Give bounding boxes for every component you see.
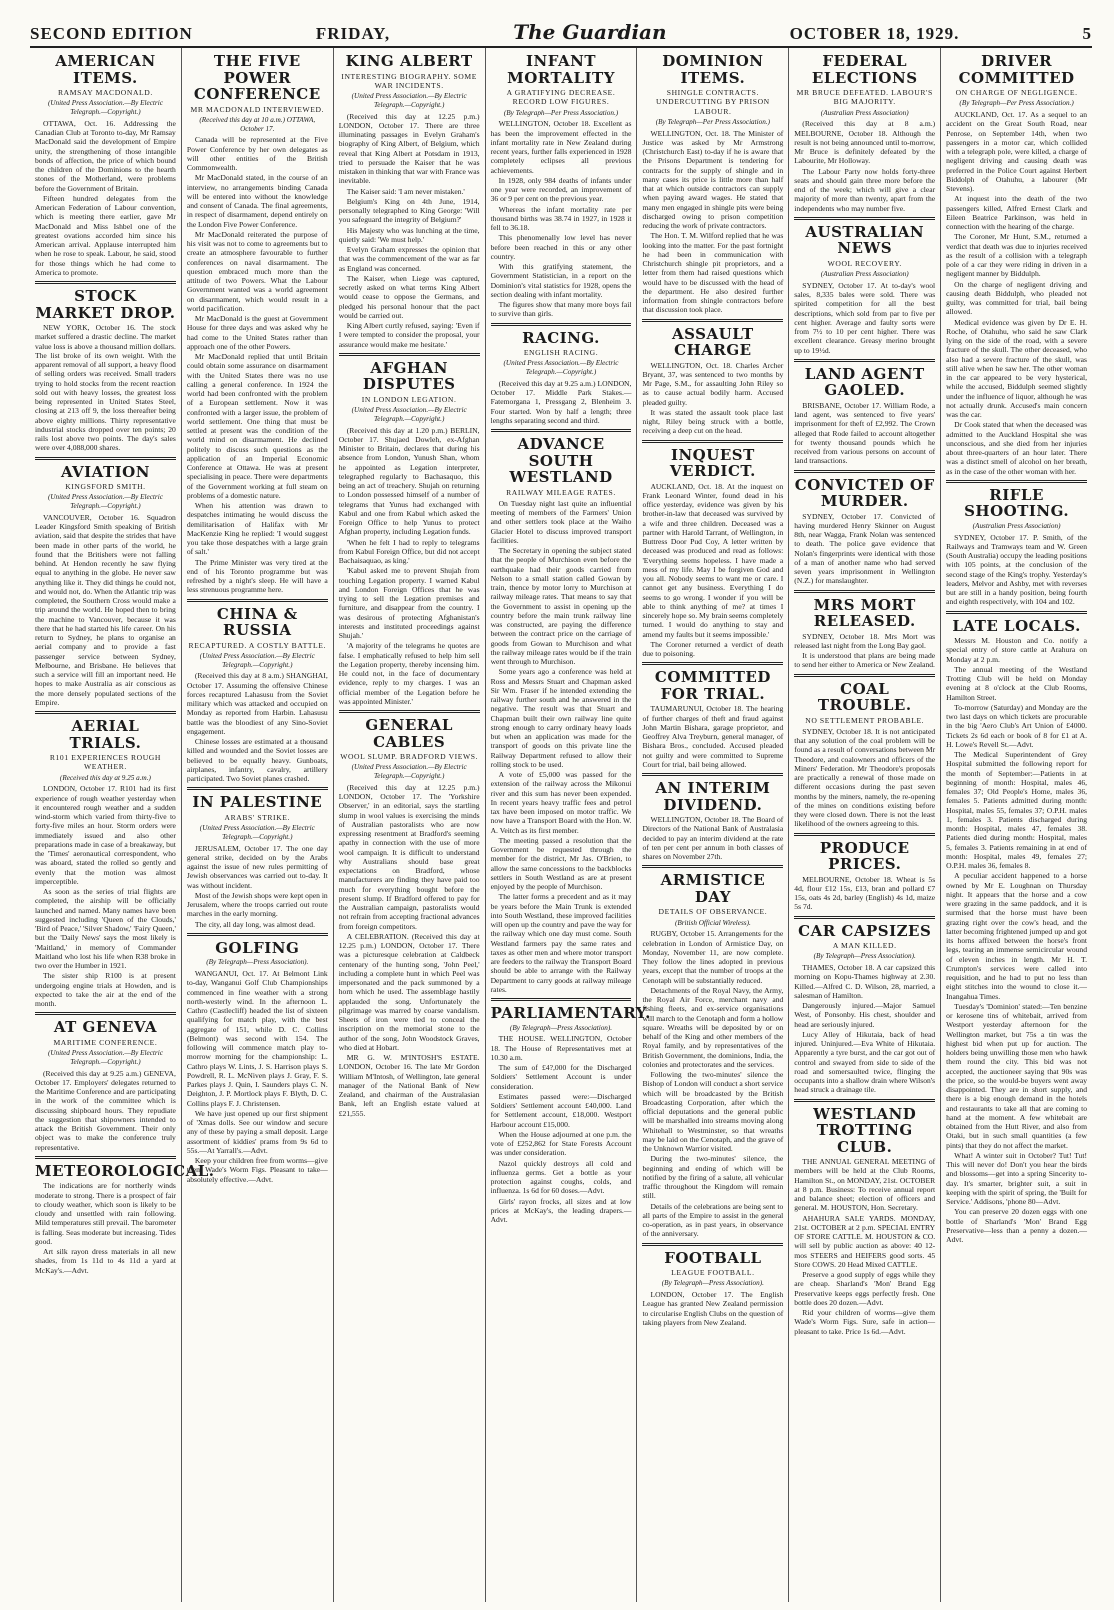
- article-divider: [491, 429, 632, 432]
- article-source-line: (United Press Association.—By Electric Telegraph.—Copyright.): [351, 763, 467, 781]
- article: [794, 674, 935, 829]
- article-headline: RACING.: [522, 328, 600, 347]
- article-paragraph: Mr MacDonald is the guest at Government House for three days and was asked why he had come to the United States rather than approach one of the other Powers.: [186, 314, 328, 351]
- article: [490, 998, 651, 1225]
- article-paragraph: The Kaiser, when Liege was captured, secretly asked on what terms King Albert would cease to oppose the Germans, and pledged his personal honour that the pact would be carried out.: [338, 273, 480, 320]
- article-paragraph: Chinese losses are estimated at a thousand killed and wounded and the Soviet losses are believed to be equally heavy. Gunboats, airplanes, infantry, cavalry, artillery participated. Two Soviet planes crashed.: [186, 737, 328, 784]
- article: [794, 1099, 935, 1336]
- article-paragraph: You can preserve 20 dozen eggs with one bottle of Sharland's 'Mon' Brand Egg Preservative—less than a penny a dozen.—Advt.: [946, 1207, 1088, 1245]
- article-source-line: (United Press Association.—By Electric Telegraph.—Copyright.): [199, 651, 315, 669]
- article-divider: [35, 1012, 176, 1015]
- article-paragraph: Details of the celebrations are being sent to all parts of the Empire to assist in the general co-operation, as in past years, in observance of the anniversary.: [642, 1201, 784, 1239]
- article-paragraph: The figures show that many more boys fail to survive than girls.: [490, 300, 632, 319]
- article-subheading: WOOL SLUMP. BRADFORD VIEWS.: [340, 752, 479, 762]
- article-paragraph: Mr MacDonald reiterated the purpose of his visit was not to come to agreements but to create an atmosphere favourable to further conferences on naval disarmament. The question embraced much more than the attitude of two Powers. What the Labour Government wanted was a world agreement on disarmament, which would result in a world pacification.: [186, 229, 328, 313]
- article-paragraph: THAMES, October 18. A car capsized this morning on Kopu-Thames highway at 2.30. Killed.—Alfred C. D. Wilson, 28, married, a salesman of Hamilton.: [794, 963, 936, 1000]
- article-headline: AN INTERIM DIVIDEND.: [655, 779, 771, 814]
- article-paragraph: A CELEBRATION. (Received this day at 12.25 p.m.) LONDON, October 17. There was a picturesque celebration at Caldbeck centenary of the hunting song, 'John Peel,' including a complete hunt in which Peel was impersonated and the pack summoned by a horn which he used. The assemblage hastily applauded the song. Unfortunately the pilgrimage was marred by coarse vandalism. Sheets of iron were tied to conceal the inscription on the memorial stone to the author of the song, John Woodstock Graves, who died at Hobart.: [338, 931, 480, 1052]
- column-1: [30, 48, 215, 1602]
- article-paragraph: Dr Cook stated that when the deceased was admitted to the Auckland Hospital she was unconscious, and she died from her injuries about three-quarters of an hour later. There was a distinct smell of alcohol on her breath, as in the case of the other woman with her.: [946, 420, 1088, 476]
- article-paragraph: Some years ago a conference was held at Ross and Messrs Stuart and Chapman asked Sir Wm. Fraser if he intended extending the railway further south and he answered in the negative. The result was that Stuart and Chapman built their own railway line quite strong enough to carry ordinary heavy loads but when an application was made for the transport of goods on this private line the Railway Department refused to allow their rolling stock to be used.: [490, 667, 632, 769]
- article-subheading: MARITIME CONFERENCE.: [53, 1037, 158, 1047]
- article: [794, 590, 935, 670]
- article-paragraph: Evelyn Graham expresses the opinion that that was the commencement of the war as far as England was concerned.: [338, 245, 480, 273]
- article-paragraph: AHAHURA SALE YARDS. MONDAY, 21st. OCTOBER at 2 p.m. SPECIAL ENTRY OF STORE CATTLE. M. HOUSTON & CO. will sell by public auction as above: 40 12-mos STEERS and HEIFERS good sorts. 45 Store COWS. 20 Head Mixed CATTLE.: [794, 1213, 936, 1269]
- article-headline: MRS MORT RELEASED.: [813, 595, 916, 631]
- article: [35, 457, 176, 708]
- article-paragraph: The Secretary in opening the subject stated that the people of Murchison even before the earthquake had their goods carried from Nelson to a small station called Gowan by train, thence by motor lorry to Murchison at railway mileage rates. That means to say that the Government to assist in opening up the country before the main trunk railway line was constructed, are paying the difference between the contract price on the carriage of goods from Gowan to Murchison and what the railway mileage rates would be if the train went through to Murchison.: [490, 546, 632, 667]
- article-headline: INQUEST VERDICT.: [669, 445, 756, 481]
- article-paragraph: Preserve a good supply of eggs while they are cheap. Sharland's 'Mon' Brand Egg Preservative keeps eggs perfectly fresh. One bottle does 20 dozen.—Advt.: [794, 1270, 936, 1307]
- article-divider: [187, 933, 328, 936]
- article-paragraph: The Prime Minister was very tired at the end of his Toronto programme but was refreshed by a night's sleep. He will have a less strenuous programme here.: [186, 557, 328, 595]
- article: [339, 710, 480, 1118]
- article-paragraph: To-morrow (Saturday) and Monday are the two last days on which tickets are procurable in the big 'Aero Club's Art Union of £4000. Tickets 2s 6d each or book of 8 for £1 at A. H. Lowe's Revell St.—Advt.: [946, 702, 1088, 749]
- article-paragraph: LONDON, October 17. R101 had its first experience of rough weather yesterday when it encountered rough weather and a sudden wind-storm which varied from thirty-five to forty-five miles an hour. Storm orders were immediately issued and also other preparations made in case of a breakaway, but the 'Times' aeronautical correspondent, who was aboard, stated the rolled so gently and evenly that the motion was almost imperceptible.: [35, 784, 176, 886]
- article: [35, 53, 176, 277]
- article-paragraph: SYDNEY, October 17. At to-day's wool sales, 8,335 bales were sold. There was spirited competition for all the best descriptions, which sold from par to five per cent higher. Average and faulty sorts were from 7½ to 10 per cent higher. There was excellent clearance. Greasy merino brought up to 19½d.: [794, 280, 936, 355]
- page-number: 5: [1082, 24, 1092, 43]
- article-subheading: WOOL RECOVERY.: [827, 258, 902, 268]
- article-subheading: R101 EXPERIENCES ROUGH WEATHER.: [49, 753, 161, 772]
- article-source-line: (Australian Press Association): [820, 108, 909, 117]
- article-paragraph: In 1928, only 984 deaths of infants under one year were recorded, an improvement of 36 or 9 per cent on the previous year.: [490, 175, 632, 204]
- article-headline: GOLFING: [215, 938, 300, 957]
- article-divider: [35, 281, 176, 284]
- article-paragraph: A vote of £5,000 was passed for the extension of the railway across the Mikonui river and this sum has never been expended. In recent years heavy traffic fees and petrol tax have been imposed on motor traffic. We now have a Transport Board with the Hon. W. A. Veitch as its first member.: [490, 770, 632, 835]
- article-headline: AERIAL TRIALS.: [69, 717, 142, 752]
- article: [187, 933, 328, 1184]
- article-paragraph: (Received this day at 9.25 a.m.) LONDON, October 17. Middle Park Stakes.—Fatemorgana 1, Pressgang 2, Blenheim 3. Four started. Won by half a length; three lengths separating second and third.: [490, 378, 632, 425]
- article-paragraph: Girls' rayon frocks, all sizes and at low prices at McKay's, the leading drapers.—Advt.: [490, 1196, 632, 1225]
- article-headline: INFANT MORTALITY: [507, 52, 615, 87]
- article-divider: [187, 599, 328, 602]
- article-headline: GENERAL CABLES: [365, 716, 453, 751]
- article-headline: LAND AGENT GAOLED.: [804, 364, 925, 400]
- article-paragraph: MR G. W. M'INTOSH'S ESTATE. LONDON, October 16. The late Mr Gordon William M'Intosh, of Wellington, late general manager of the National Bank of New Zealand, and chairman of the Australasian Bank, left an English estate valued at £21,555.: [338, 1053, 480, 1118]
- article-divider: [339, 710, 480, 713]
- article-paragraph: The Labour Party now holds forty-three seats and should gain three more before the end of the week; which will give a clear majority of more than twenty, apart from the independents who may number five.: [794, 166, 936, 213]
- article-headline: CHINA & RUSSIA: [216, 604, 298, 640]
- article-subheading: RECAPTURED. A COSTLY BATTLE.: [188, 640, 327, 650]
- article: [642, 440, 783, 659]
- article-headline: COAL TROUBLE.: [817, 679, 912, 715]
- article-headline: STOCK MARKET DROP.: [35, 287, 176, 322]
- article-paragraph: The sister ship R100 is at present undergoing engine trials at Howden, and is expected to take the air at the end of the month.: [35, 971, 176, 1009]
- article-subheading: ENGLISH RACING.: [523, 348, 599, 358]
- article-divider: [642, 773, 783, 776]
- article-headline: THE FIVE POWER CONFERENCE: [193, 52, 321, 103]
- article-paragraph: OTTAWA, Oct. 16. Addressing the Canadian Club at Toronto to-day, Mr Ramsay MacDonald said the development of Empire unity, the strengthening of those intangible bonds of affection, the price of which bound the children of the Dominions to the hearth stones of the Motherland, were problems before the Government of Britain.: [35, 118, 176, 193]
- article-paragraph: (Received this day at 12.25 p.m.) LONDON, October 17. There are three illuminating passages in Evelyn Graham's biography of King Albert, of Belgium, which reveal that King Albert at Potsdam in 1913, tried to persuade the Kaiser that he was mistaken in thinking that war with France was inevitable.: [338, 111, 480, 186]
- issue-date: OCTOBER 18, 1929.: [789, 24, 960, 43]
- column-4: [486, 48, 651, 1602]
- article-subheading: ARABS' STRIKE.: [224, 812, 291, 822]
- article-headline: DRIVER COMMITTED: [958, 52, 1075, 87]
- article-paragraph: The latter forms a precedent and as it may be years before the Main Trunk is extended into South Westland, these improved facilities will open up the country and pave the way for the railway which one day must come. South Westland farmers pay the same rates and taxes as other men and where motor transport are feeders to the railway the Transport Board should be able to arrange with the Railway Department to carry goods at railway mileage rates.: [490, 892, 632, 994]
- article: [339, 353, 480, 706]
- article-paragraph: The Kaiser said: 'I am never mistaken.': [346, 186, 465, 196]
- article-paragraph: It is understood that plans are being made to send her either to America or New Zealand.: [794, 651, 936, 670]
- article-paragraph: Following the two-minutes' silence the Bishop of London will conduct a short service which will be broadcasted by the British Broadcasting Corporation, after which the official deputations and the general public will be marshalled into streams moving along Whitehall to Westminster, so that wreaths may be laid on the Cenotaph, and the grave of the Unknown Warrior visited.: [642, 1070, 784, 1154]
- column-5: [637, 48, 789, 1602]
- article-source-line: (United Press Association.—By Electric Telegraph.—Copyright.): [351, 92, 467, 109]
- article-subheading: SHINGLE CONTRACTS. UNDERCUTTING BY PRISON LABOUR.: [655, 88, 770, 116]
- article: [187, 53, 328, 595]
- article-paragraph: WELLINGTON, October 18. The Board of Directors of the National Bank of Australasia decided to pay an interim dividend at the rate of ten per cent per annum in both classes of shares on November 27th.: [642, 815, 784, 862]
- column-2: [182, 48, 334, 1602]
- article-paragraph: On Tuesday night last quite an influential meeting of members of the Farmers' Union and other settlers took place at the Waiho Glacier Hotel to discuss improved transport facilities.: [490, 498, 632, 545]
- article-paragraph: LONDON, October 17. The English League has granted New Zealand permission to circularise English Clubs on the question of taking players from New Zealand.: [642, 1290, 784, 1327]
- article-headline: PRODUCE PRICES.: [819, 838, 910, 874]
- article-divider: [794, 916, 935, 919]
- article-subheading: RAMSAY MACDONALD.: [57, 88, 153, 97]
- article-paragraph: (Received this day at 8 a.m.) SHANGHAI, October 17. Assuming the offensive Chinese forces recaptured Lahasusu from the Soviet military which was attacked and occupied on Monday as reported from Harbin. Lahasusu battle was the bloodiest of any Sino-Soviet engagement.: [186, 671, 328, 736]
- article-source-line: (Received this day at 9.25 a.m.): [59, 773, 151, 782]
- article-subheading: LEAGUE FOOTBALL.: [671, 1268, 755, 1278]
- day-label: FRIDAY,: [315, 24, 391, 43]
- article: [794, 470, 935, 586]
- article: [642, 773, 783, 861]
- article-paragraph: The Hon. T. M. Wilford replied that he was looking into the matter. For the past fortnight he had been in communication with Christchurch shingle pit proprietors, and a letter from them had raised questions which would have to be discussed with the head of the department. He also desired further information from shingle contractors before that discussion took place.: [642, 231, 784, 315]
- article-paragraph: When his attention was drawn to despatches intimating he would discuss the demilitarisation of Halifax with Mr MacKenzie King he replied: 'I would suggest you take those despatches with a large grain of salt.': [186, 501, 328, 557]
- article-paragraph: Tuesday's 'Dominion' stated:—Ten benzine or kerosene tins of whitebait, arrived from Westport yesterday afternoon for the Wellington market, but 75s a tin was the highest bid when put up for auction. The holders being unwilling those men who hawk them round the city. This bid was not accepted, the auctioneer saying that 90s was the price, so the would-be buyers went away disappointed. They are in short supply, and there is a big enough demand in the hotels and restaurants to take all that are coming to hand at the moment. A few whitebait are obtained from the Hutt River, and also from Otaki, but in such small quantities (a few pints) that they do not affect the market.: [946, 1001, 1088, 1150]
- article-headline: AUSTRALIAN NEWS: [805, 222, 925, 258]
- article-paragraph: Detachments of the Royal Navy, the Army, the Royal Air Force, merchant navy and fishing fleets, and ex-service organisations will march to the Cenotaph and form a hollow square. Wreaths will be deposited by or on behalf of the King and other members of the Royal family, and by representatives of the British Government, the dominions, India, the colonies and protectorates and the services.: [642, 985, 784, 1069]
- article-headline: WESTLAND TROTTING CLUB.: [813, 1104, 917, 1156]
- article-divider: [794, 833, 935, 836]
- article-source-line: (By Telegraph—Press Association).: [509, 1023, 613, 1032]
- article-paragraph: WELLINGTON, Oct. 18. Charles Archer Bryant, 37, was sentenced to two months by Mr Page, S.M., for assaulting John Riley so as to cause actual bodily harm. Accused pleaded guilty.: [642, 360, 784, 407]
- article-subheading: NO SETTLEMENT PROBABLE.: [805, 715, 925, 725]
- article-headline: CAR CAPSIZES: [798, 921, 932, 940]
- article-subheading: MR BRUCE DEFEATED. LABOUR'S BIG MAJORITY.: [796, 88, 933, 107]
- article: [946, 611, 1087, 1245]
- article-source-line: (United Press Association.—By Electric Telegraph.—Copyright.): [47, 1049, 163, 1066]
- article-paragraph: (Received this day at 1.20 p.m.) BERLIN, October 17. Shujaed Dowleh, ex-Afghan Minister to Britain, declares that during his absence from London, Yunush Shan, whom he appointed as Legation interpreter, telegraphed regularly to Bachasaquo, this being an act of treachery. Shujah on returning to London possessed himself of a number of telegrams that Yunus had exchanged with Kabul and one from Kabul which asked the Foreign Office to help Yunus to protect Afghan property, including Legation funds.: [338, 425, 480, 537]
- paper-title: The Guardian: [513, 20, 667, 44]
- article-paragraph: Nazol quickly destroys all cold and influenza germs. Get a bottle as your protection against coughs, colds, and influenza. 1s 6d for 60 doses.—Advt.: [490, 1158, 632, 1196]
- article-paragraph: AUCKLAND, Oct. 18. At the inquest on Frank Leonard Winter, found dead in his office yesterday, evidence was given by his brother-in-law that deceased was survived by a wife and three children. Deceased was a partner with Harold Tarrant, of Wellington, in Buttress Door Pud Coy, A letter written by deceased was produced and read as follows: 'Everything seems hopeless. I have made a mess of my life. May I be forgiven God and you all. Nobody seems to want me or care. I cannot get any business. Everything I do seems to go wrong. I wonder if you will be able to think anything of me? at times I sincerely hope so. My brain seems completely turned. I would do anything to stay and amend my faults but it seems impossible.': [642, 481, 784, 639]
- article: [339, 53, 480, 349]
- article-source-line: (United Press Association.—By Electric Telegraph.—Copyright.): [351, 406, 467, 423]
- article-paragraph: His Majesty who was lunching at the time, quietly said: 'We must help.': [338, 225, 480, 244]
- article-paragraph: The city, all day long, was almost dead.: [194, 919, 315, 929]
- article-paragraph: At inquest into the death of the two passengers killed, Alfred Ernest Clark and Eileen Beatrice Parkinson, was held in connection with the hearing of the charge.: [946, 194, 1088, 232]
- article-headline: IN PALESTINE: [192, 793, 323, 812]
- article-subheading: KINGSFORD SMITH.: [65, 482, 146, 492]
- article: [491, 53, 632, 319]
- article: [946, 53, 1087, 476]
- article-divider: [946, 611, 1087, 614]
- article-divider: [794, 470, 935, 473]
- article-headline: AMERICAN ITEMS.: [55, 52, 156, 87]
- article-divider: [794, 359, 935, 362]
- article-headline: FOOTBALL: [664, 1248, 762, 1267]
- article: [642, 1243, 783, 1328]
- article-paragraph: JERUSALEM, October 17. The one day general strike, decided on by the Arabs against the issue of new rules permitting of Jewish observances was carried out to-day. It was without incident.: [186, 843, 328, 890]
- article-headline: PARLIAMENTARY.: [490, 1004, 651, 1023]
- article-paragraph: Dangerously injured.—Major Samuel West, of Ponsonby. His chest, shoulder and head are seriously injured.: [794, 1001, 936, 1029]
- article-paragraph: Medical evidence was given by Dr E. H. Roche, of Otahuhu, who said he saw Clark lying on the side of the road, with a severe fracture of the skull. The other deceased, who also had a severe fracture of the skull, was still alive when he saw her. The other woman in the car appeared to be very hysterical, while the accused, Biddulph seemed slightly under the influence of liquor, although he was not actually drunk. Accused's main concern was the car.: [946, 317, 1088, 420]
- article-paragraph: (Received this day at 8 a.m.) MELBOURNE, October 18. Although the result is not being announced until to-morrow, Mr Bruce is definitely defeated by the Labourite, Mr Holloway.: [794, 119, 936, 166]
- article-paragraph: During the two-minutes' silence, the beginning and ending of which will be notified by the firing of a salute, all vehicular traffic throughout the Kingdom will remain still.: [642, 1154, 784, 1201]
- article-paragraph: THE HOUSE. WELLINGTON, October 18. The House of Representatives met at 10.30 a.m.: [490, 1034, 632, 1062]
- article-paragraph: MELBOURNE, October 18. Wheat is 5s 4d, flour £12 15s, £13, bran and pollard £7 15s, oats 4s 2d, barley (English) 4s 1d, maize 5s 7d.: [794, 874, 936, 912]
- column-container: [30, 48, 1092, 1602]
- article-paragraph: NEW YORK, October 16. The stock market suffered a drastic decline. The market value loss is above a thousand million dollars. The list broke of its own weight. With the apparent removal of all support, a heavy flood of selling orders was received. Small traders trying to hold stocks from the recent reaction sold out with heavy losses, the greatest loss being represented in United States Steel, closing at 213 off 9, the loss thereafter being above eighty millions. Thirty representative industrial stocks dropped over ten points; 20 rails lost above two points. The day's sales were over 4,088,000 shares.: [35, 323, 176, 453]
- article-paragraph: (Received this day at 9.25 a.m.) GENEVA, October 17. Employers' delegates returned to the Maritime Conference and are participating in the work of the committee which is discussing shipboard hours. They repudiate the suggestion that shipowners intended to attack the British Government. Their only object was to make the conference truly representative.: [35, 1068, 176, 1152]
- article-paragraph: Mr MacDonald stated, in the course of an interview, no arrangements binding Canada will be entered into without the knowledge and consent of Canada. The final agreements, in respect of disarmament, depend entirely on the London Five Power Conference.: [186, 173, 328, 229]
- article-paragraph: It was stated the assault took place last night, Riley being struck with a bottle, receiving a deep cut on the head.: [642, 407, 784, 436]
- article-paragraph: TAUMARUNUI, October 18. The hearing of further charges of theft and fraud against John Martin Bishara, garage proprietor, and Geoffrey Alva Treyburn, general manager, of Bishara Bros., concluded. Accused pleaded not guilty and were committed to Supreme Court for trial, bail being allowed.: [642, 704, 784, 769]
- article-divider: [794, 217, 935, 220]
- article-source-line: (By Telegraph—Press Association).: [661, 1279, 764, 1288]
- article-paragraph: Canada will be represented at the Five Power Conference by her own delegates as will other entities of the British Commonwealth.: [186, 135, 328, 173]
- article-headline: AVIATION: [60, 462, 150, 481]
- article-subheading: DETAILS OF OBSERVANCE.: [658, 907, 768, 917]
- article: [35, 1156, 215, 1275]
- article-source-line: (United Press Association.—By Electric Telegraph.—Copyright.): [199, 824, 315, 841]
- article-source-line: (By Telegraph—Per Press Association.): [503, 108, 619, 117]
- article-headline: CONVICTED OF MURDER.: [794, 475, 935, 511]
- article-source-line: (United Press Association.—By Electric Telegraph.—Copyright.): [47, 99, 163, 117]
- article-source-line: (United Press Association.—By Electric Telegraph.—Copyright.): [503, 359, 619, 377]
- article-headline: ADVANCE SOUTH WESTLAND: [509, 435, 613, 487]
- article-divider: [35, 457, 176, 460]
- article: [35, 1012, 176, 1152]
- article-subheading: IN LONDON LEGATION.: [361, 394, 457, 404]
- article-headline: RIFLE SHOOTING.: [964, 485, 1070, 521]
- article-paragraph: 'A majority of the telegrams he quotes are false. I emphatically refused to help him sell the Legation property, thereby incensing him. He could not, in the face of documentary evidence, reply to my charges. I was an official member of the Legation before he was appointed Minister.': [338, 641, 480, 706]
- article-divider: [794, 1099, 935, 1102]
- article: [491, 429, 632, 994]
- article: [642, 319, 783, 436]
- article: [35, 281, 176, 453]
- article-paragraph: The sum of £4?,000 for the Discharged Soldiers' Settlement Account is under consideration.: [490, 1063, 632, 1091]
- article-source-line: (Received this day at 10 a.m.) OTTAWA, October 17.: [199, 115, 316, 133]
- article-paragraph: WELLINGTON, Oct. 18. The Minister of Justice was asked by Mr Armstrong (Christchurch East) to-day if he is aware that the Prisons Department is tendering for contracts for the supply of shingle and in many cases its price is little more than half that at which outside contractors can supply when paying award wages. He stated that many men engaged in shingle pits were being discharged owing to prison competition reducing the work of private contractors.: [642, 128, 784, 231]
- article-source-line: (Australian Press Association): [820, 270, 909, 279]
- column-6: [789, 48, 941, 1602]
- article-paragraph: SYDNEY, October 18. It is not anticipated that any solution of the coal problem will be found as a result of conversations between Mr Theodore, and coalowners and officers of the Miners' Federation. Mr Theodore's proposals are practically a renewal of those made on different occasions during the past seven months by the miners, namely, the re-opening of the mines on conditions existing before they were closed down. There is not the least likelihood of the owners agreeing to this.: [794, 726, 936, 829]
- article-paragraph: (Received this day at 12.25 p.m.) LONDON, October 17. The 'Yorkshire Observer,' in an editorial, says the startling slump in wool values is exercising the minds of Australian pastoralists who are now expressing resentment at Bradford's seeming apathy in connection with the use of more wool campaign. It is difficult to understand why Australians should base great expectations on Bradford, whose manufacturers are finding they have paid too much for everything bought before the present slump. If Bradford offered to pay for the Australian campaign, pastoralists would not refrain from accepting fractional advances from foreign competitors.: [338, 782, 480, 931]
- article-paragraph: We have just opened up our first shipment of 'Xmas dolls. See our window and secure any of these by paying a small deposit. Large assortment of kiddies' prams from 9s 6d to 55s.—At Yarrall's.—Advt.: [186, 1108, 328, 1155]
- article-paragraph: Belgium's King on 4th June, 1914, personally telegraphed to King George: 'Will you safeguard the integrity of Belgium?': [338, 196, 480, 225]
- article-headline: FEDERAL ELECTIONS: [811, 52, 918, 87]
- article-paragraph: SYDNEY, October 17. P. Smith, of the Railways and Tramways team and W. Green (South Australia) occupy the leading positions with 105 points, at the conclusion of the second stage of the King's trophy. Yesterday's leaders, Melvor and Ashby, met with reverses but are still in a handy position, being fourth and eighth respectively, with 104 and 102.: [946, 532, 1088, 607]
- article-paragraph: What! A winter suit in October? Tut! Tut! This will never do! Don't you hear the birds and blossoms—get into a spring Sincerity to-day. It's smarter, brighter suit, a suit in keeping with the spirit of spring, the 'Built for Service.' Addisons, 'phone 80—Advt.: [946, 1150, 1088, 1207]
- article-subheading: RAILWAY MILEAGE RATES.: [506, 487, 616, 497]
- article-paragraph: Estimates passed were:—Discharged Soldiers' Settlement account £40,000. Land for Settlement account, £18,000. Westport Harbour account £15,000.: [490, 1091, 632, 1129]
- article-headline: DOMINION ITEMS.: [662, 52, 764, 87]
- article-divider: [491, 998, 632, 1001]
- article-headline: AT GENEVA: [53, 1018, 158, 1037]
- article-paragraph: VANCOUVER, October 16. Squadron Leader Kingsford Smith speaking of British aviation, said that despite the strides that have been made in other parts of the world, he found that the Britishers were not falling behind. At Hendon recently he saw flying equal to anything in the globe. He never saw anything like it. They did things he could not, and would not, do. When the Atlantic trip was completed, the Southern Cross would make a trip around the world. He hoped then to bring the machine to Vancouver, because it was there that he had started his life career. On his return to Sydney, he plans to organise an aerial company and to provide a fast passenger service between Sydney, Melbourne, and Brisbane. He believes that such a service will fill an important need. He hopes to make Australia as air conscious as the more densely populated sections of the Empire.: [35, 512, 176, 707]
- article: [794, 916, 935, 1095]
- article-headline: METEOROLOGICAL.: [35, 1161, 215, 1180]
- article-paragraph: As soon as the series of trial flights are completed, the airship will be officially launched and named. Many names have been suggested including 'Queen of the Clouds,' 'Bird of Peace,' 'Silver Shadow,' 'Fairy Queen,' but the 'Daily News' says the most likely is 'Maitland,' in memory of Commander Maitland who lost his life when R38 broke in two over the Humber in 1921.: [35, 887, 176, 971]
- article-divider: [642, 662, 783, 665]
- article-headline: ASSAULT CHARGE: [672, 324, 754, 360]
- article-paragraph: The meeting passed a resolution that the Government be requested through the member for the district, Mr Jas. O'Brien, to allow the same concessions to the backblocks settlers in South Westland as are at present enjoyed by the people of Murchison.: [490, 835, 632, 892]
- article-paragraph: The Medical Superintendent of Grey Hospital submitted the following report for the month of September:—Patients in at beginning of month: Hospital, males 46, females 37; Old People's Home, males 36, females 5. Patients admitted during month: Hospital, males 55, females 37; O.P.H. males 1, females 3. Patients discharged during month: Hospital, males 47, females 38. Patients died during month: Hospital, males 5, females 3. Patients remaining in at end of month: Hospital, males 49, females 27; O.P.H. males 36, females 8.: [946, 750, 1088, 871]
- article: [35, 711, 176, 1008]
- article-subheading: A GRATIFYING DECREASE. RECORD LOW FIGURES.: [506, 88, 616, 107]
- article: [794, 833, 935, 912]
- article-divider: [946, 480, 1087, 483]
- article-paragraph: Mr MacDonald replied that until Britain could obtain some assurance on disarmament with the United States there was no use calling a general conference. In 1924 the world had been confronted with the problem of a European settlement. Now it was confronted with a larger issue, the problem of world settlement. One thing that must be settled at present was the condition of the world mind on disarmament. He declined politely to discuss such questions as the application of an Imperial Economic Conference at Ottawa. He was at present specialising in peace. There were departments of the Government working at full steam on problems of a domestic nature.: [186, 352, 328, 500]
- article-divider: [642, 440, 783, 443]
- article-headline: ARMISTICE DAY: [660, 871, 766, 906]
- article: [794, 217, 935, 355]
- article-paragraph: Whereas the infant mortality rate per thousand births was 38.74 in 1927, in 1928 it fell to 36.18.: [490, 204, 632, 233]
- article: [187, 599, 328, 784]
- article-subheading: A MAN KILLED.: [832, 941, 897, 951]
- article: [642, 865, 783, 1238]
- masthead: [30, 14, 1092, 48]
- article-paragraph: RUGBY, October 15. Arrangements for the celebration in London of Armistice Day, on Monday, November 11, are now complete. They follow the lines adopted in previous years, except that the number of troops at the Cenotaph will be substantially reduced.: [642, 929, 784, 985]
- article-paragraph: The Coroner returned a verdict of death due to poisoning.: [642, 639, 784, 659]
- article-divider: [642, 1243, 783, 1246]
- article: [794, 359, 935, 466]
- article-source-line: (Australian Press Association): [972, 521, 1061, 530]
- article-headline: AFGHAN DISPUTES: [362, 358, 456, 394]
- article-paragraph: Keep your children free from worms—give them Wade's Worm Figs. Pleasant to take—absolutely effective.—Advt.: [186, 1156, 328, 1184]
- article: [187, 787, 328, 929]
- article-source-line: (By Telegraph—Per Press Association.): [959, 99, 1074, 108]
- article: [794, 53, 935, 213]
- article-paragraph: Most of the Jewish shops were kept open in Jerusalem, where the troops carried out route marches in the early morning.: [186, 890, 328, 919]
- article-divider: [794, 590, 935, 593]
- article-paragraph: Fifteen hundred delegates from the American Federation of Labour convention, which is meeting there earlier, gave Mr MacDonald and Miss Ishbel one of the greatest ovations accorded him since his American arrival. Applause interrupted him when he rose to speak. Labour, he said, stood for those things which he had come to America to promote.: [35, 193, 176, 277]
- article-source-line: (British Official Wireless).: [674, 918, 751, 927]
- article-paragraph: THE ANNUAL GENERAL MEETING of members will be held at the Club Rooms, Hamilton St., on MONDAY, 21st. OCTOBER at 8 p.m. Business: To receive annual report and balance sheet; election of officers and general. M. HOUSTON, Hon. Secretary.: [794, 1157, 936, 1213]
- article-divider: [491, 323, 632, 326]
- article-paragraph: On the charge of negligent driving and causing death Biddulph, who pleaded not guilty, was committed for trial, bail being allowed.: [946, 279, 1088, 317]
- article-divider: [642, 865, 783, 868]
- article-source-line: (United Press Association.—By Electric Telegraph.—Copyright.): [47, 493, 163, 511]
- article-paragraph: Rid your children of worms—give them Wade's Worm Figs. Sure, safe in action—pleasant to take. Price 1s 6d.—Advt.: [794, 1308, 936, 1336]
- article-headline: COMMITTED FOR TRIAL.: [654, 668, 771, 703]
- article-paragraph: When the House adjourned at one p.m. the vote of £252,862 for State Forests Account was under consideration.: [490, 1129, 632, 1158]
- article-paragraph: Messrs M. Houston and Co. notify a special entry of store cattle at Arahura on Monday at 2 p.m.: [946, 636, 1088, 664]
- article-paragraph: The indications are for northerly winds moderate to strong. There is a prospect of fair to cloudy weather, which soon is likely to be cloudy and unsettled with rain following. Mild temperatures still prevail. The barometer is falling. Seas moderate but increasing. Tides good.: [35, 1181, 176, 1246]
- article-subheading: INTERESTING BIOGRAPHY. SOME WAR INCIDENTS.: [341, 71, 477, 90]
- article-paragraph: 'When he felt I had to reply to telegrams from Kabul Foreign Office, but did not accept Bachaisaquao, as king.': [338, 537, 480, 566]
- article-source-line: (By Telegraph—Per Press Association.): [655, 117, 771, 126]
- article-divider: [187, 787, 328, 790]
- edition-label: SECOND EDITION: [30, 24, 193, 43]
- article-paragraph: King Albert curtly refused, saying: 'Even if I were tempted to consider the proposal, your assurance would make me hesitate.': [338, 321, 480, 349]
- article-paragraph: WELLINGTON, October 18. Excellent as has been the improvement effected in the infant mortality rate in New Zealand during recent years, further falls experienced in 1928 completely eclipses all previous achievements.: [490, 119, 632, 175]
- article-headline: LATE LOCALS.: [952, 616, 1081, 635]
- article-divider: [642, 319, 783, 322]
- article-source-line: (By Telegraph—Press Association).: [813, 952, 916, 961]
- article-divider: [339, 353, 480, 356]
- article-subheading: ON CHARGE OF NEGLIGENCE.: [955, 88, 1078, 97]
- article-source-line: (By Telegraph—Press Association).: [206, 958, 309, 967]
- column-3: [334, 48, 486, 1602]
- article: [642, 53, 783, 315]
- article-paragraph: Lucy Alley of Hikutaia, back of head injured. Uninjured.—Eva White of Hikutaia. Apparently a tyre burst, and the car got out of control and swayed from side to side of the road and somersaulted twice, flinging the occupants into a shallow drain where Wilson's head struck a drainage tile.: [794, 1029, 936, 1095]
- article-paragraph: The annual meeting of the Westland Trotting Club will be held on Monday evening at 8 o'clock at the Club Rooms, Hamilton Street.: [946, 664, 1088, 702]
- article-paragraph: AUCKLAND, Oct. 17. As a sequel to an accident on the Great South Road, near Penrose, on September 14th, when two passengers in a motor car, which collided with a telegraph pole, were killed, a charge of negligent driving and causing death was preferred in the Police Court against Herbert Biddolph of Otahuhu, a labourer (Mr Stevens).: [946, 110, 1088, 194]
- article-paragraph: With this gratifying statement, the Government Statistician, in a report on the Dominion's vital statistics for 1928, opens the section dealing with infant mortality.: [490, 262, 632, 299]
- article-divider: [35, 1156, 176, 1159]
- article-headline: KING ALBERT: [345, 52, 473, 70]
- article-paragraph: SYDNEY, October 17. Convicted of having murdered Henry Skinner on August 8th, near Wagga, Frank Nolan was sentenced to death. The police gave evidence that Nolan's fingerprints were identical with those of a man of another name who had served seven years imprisonment in Wellington (N.Z.) for manslaughter.: [794, 511, 936, 586]
- article: [642, 662, 783, 769]
- article: [491, 323, 632, 426]
- article-paragraph: The Coroner, Mr Hunt, S.M., returned a verdict that death was due to injuries received as the result of a collision with a telegraph pole of a car they were riding in driven in a negligent manner by Biddulph.: [946, 232, 1088, 279]
- article-paragraph: Art silk rayon dress materials in all new shades, from 1s 11d to 4s 11d a yard at McKay's.—Advt.: [35, 1247, 176, 1275]
- article-divider: [35, 711, 176, 714]
- article-subheading: MR MACDONALD INTERVIEWED.: [190, 104, 325, 114]
- column-7: [941, 48, 1092, 1602]
- article-paragraph: SYDNEY, October 18. Mrs Mort was released last night from the Long Bay gaol.: [794, 631, 936, 650]
- article-paragraph: A peculiar accident happened to a horse owned by Mr E. Loughnan on Thursday night. It appears that the horse and a cow were grazing in the same paddock, and it is surmised that the horse must have been grazing right over the cow's head, and the latter becoming frightened jumped up and got its horns affixed between the horse's front legs, tearing an immense semicircular wound of eleven inches in length. Mr H. T. Crumpton's services were called into requisition, and he had to put no less than eight stitches into the wound to close it.—Inangahua Times.: [946, 871, 1088, 1001]
- article-paragraph: 'Kabul asked me to prevent Shujah from touching Legation property. I warned Kabul and London Foreign Offices that he was trying to sell the Legation premises and furniture, and disappear from the country. I was desirous of protecting Afghanistan's interests and instituted proceedings against Shujah.': [338, 566, 480, 641]
- article-paragraph: This phenomenally low level has never before been reached in this or any other country.: [490, 233, 632, 261]
- article-paragraph: WANGANUI, Oct. 17. At Belmont Link to-day, Wanganui Golf Club Championships commenced in fine weather with a strong north-westerly wind. In the afternoon L. Cathro (Castlecliff) headed the list of sixteen qualifying for match play, with the best aggregate of 151, while D. C. Collins (Belmont) was second with 154. The following will commence match play to-morrow morning for the championship: L. Cathro plays W. Lints, J. S. Harrison plays S. Powdrell, R. L. McNiven plays J. Gray, F. S. Parkes plays J. Quin, I. Saunders plays C. N. Deighton, J. P. Mortlock plays F. Blyth, D. C. Collins plays F. J. Christensen.: [186, 969, 328, 1108]
- article: [946, 480, 1087, 607]
- article-divider: [794, 674, 935, 677]
- article-paragraph: BRISBANE, October 17. William Rode, a land agent, was sentenced to five years' imprisonment for theft of £2,992. The Crown alleged that Rode failed to account altogether for twenty thousand pounds which he received from various persons on account of land transactions.: [794, 400, 936, 466]
